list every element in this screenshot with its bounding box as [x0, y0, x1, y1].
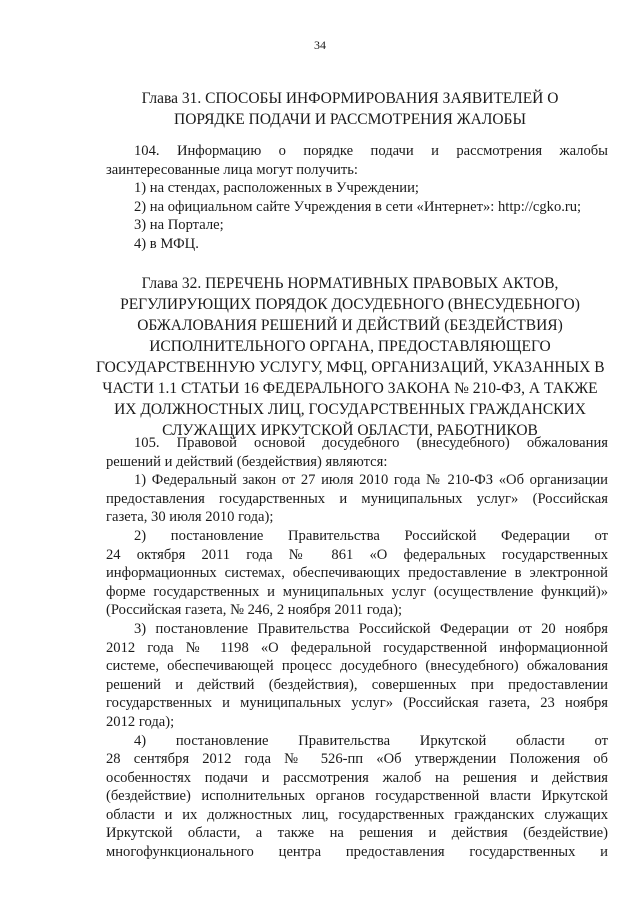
paragraph-line: 28 сентября 2012 года № 526-пп «Об утверждении Положения об: [106, 751, 608, 768]
paragraph-line: 24 октября 2011 года № 861 «О федеральных государственных: [106, 546, 608, 563]
page-number: 34: [314, 38, 326, 52]
paragraph-line: предоставления государственных и муниципальных услуг» (Российская: [106, 490, 608, 507]
chapter-32-title-line: ОБЖАЛОВАНИЯ РЕШЕНИЙ И ДЕЙСТВИЙ (БЕЗДЕЙСТВИЯ): [137, 317, 563, 334]
paragraph-line: 2012 года);: [106, 713, 175, 730]
paragraph-line: 1) Федеральный закон от 27 июля 2010 года № 210-ФЗ «Об организации: [134, 472, 608, 489]
paragraph-line: Иркутской области, а также на решения и действия (бездействие): [106, 825, 608, 842]
chapter-32-title-line: ИСПОЛНИТЕЛЬНОГО ОРГАНА, ПРЕДОСТАВЛЯЮЩЕГО: [149, 338, 551, 355]
paragraph-line: государственных и муниципальных услуг» (Российская газета, 23 ноября: [106, 695, 608, 712]
chapter-31-body: [106, 142, 608, 254]
list-item: 1) на стендах, расположенных в Учреждении;: [134, 180, 419, 197]
chapter-32-title-line: ГОСУДАРСТВЕННУЮ УСЛУГУ, МФЦ, ОРГАНИЗАЦИЙ, УКАЗАННЫХ В: [96, 359, 605, 376]
legal-act-item-4: [106, 732, 608, 862]
list-item: 4) в МФЦ.: [134, 235, 199, 252]
paragraph-line: решений и действий (бездействия) являются:: [106, 453, 388, 470]
chapter-32-title-line: РЕГУЛИРУЮЩИХ ПОРЯДОК ДОСУДЕБНОГО (ВНЕСУДЕБНОГО): [120, 296, 580, 313]
paragraph-line: 2) постановление Правительства Российской Федерации от: [134, 527, 608, 544]
paragraph-line: 4) постановление Правительства Иркутской области от: [134, 732, 608, 749]
chapter-32-body: [106, 434, 608, 862]
chapter-32-title-line: ЧАСТИ 1.1 СТАТЬИ 16 ФЕДЕРАЛЬНОГО ЗАКОНА № 210-ФЗ, А ТАКЖЕ: [102, 380, 598, 397]
info-channel-list: [106, 179, 608, 253]
list-item: 3) на Портале;: [134, 217, 224, 234]
paragraph-line: решений и действий (бездействия), совершенных при предоставлении: [106, 676, 608, 693]
paragraph-105: [106, 434, 608, 471]
chapter-32-title-line: СЛУЖАЩИХ ИРКУТСКОЙ ОБЛАСТИ, РАБОТНИКОВ: [162, 422, 538, 439]
chapter-31-title-line: ПОРЯДКЕ ПОДАЧИ И РАССМОТРЕНИЯ ЖАЛОБЫ: [174, 111, 526, 128]
paragraph-line: 105. Правовой основой досудебного (внесудебного) обжалования: [134, 435, 608, 451]
paragraph-line: заинтересованные лица могут получить:: [106, 161, 358, 178]
paragraph-line: области и их должностных лиц, государственных гражданских служащих: [106, 806, 608, 823]
chapter-32-title: [96, 273, 604, 441]
chapter-31-title-line: Глава 31. СПОСОБЫ ИНФОРМИРОВАНИЯ ЗАЯВИТЕЛЕЙ О: [141, 90, 559, 107]
list-item: 2) на официальном сайте Учреждения в сети «Интернет»: http://cgko.ru;: [134, 198, 582, 215]
paragraph-104: [106, 142, 608, 179]
legal-act-item-2: [106, 527, 608, 620]
paragraph-line: информационных системах, обеспечивающих предоставление в электронной: [106, 565, 608, 582]
chapter-32-title-line: ИХ ДОЛЖНОСТНЫХ ЛИЦ, ГОСУДАРСТВЕННЫХ ГРАЖДАНСКИХ: [114, 401, 586, 418]
paragraph-line: многофункционального центра предоставления государственных и: [106, 844, 608, 861]
paragraph-line: 104. Информацию о порядке подачи и рассмотрения жалобы: [134, 143, 608, 159]
paragraph-line: 2012 года № 1198 «О федеральной государственной информационной: [106, 639, 608, 656]
chapter-32-title-line: Глава 32. ПЕРЕЧЕНЬ НОРМАТИВНЫХ ПРАВОВЫХ АКТОВ,: [141, 275, 559, 292]
chapter-31-title: [100, 88, 600, 130]
paragraph-line: форме государственных и муниципальных услуг (осуществление функций)»: [106, 583, 608, 600]
paragraph-line: системе, обеспечивающей процесс досудебного (внесудебного) обжалования: [106, 658, 608, 675]
paragraph-line: газета, 30 июля 2010 года);: [106, 509, 274, 526]
paragraph-line: особенностях подачи и рассмотрения жалоб на решения и действия: [106, 769, 608, 786]
paragraph-line: (бездействие) исполнительных органов государственной власти Иркутской: [106, 788, 608, 805]
legal-act-item-3: [106, 620, 608, 732]
paragraph-line: 3) постановление Правительства Российской Федерации от 20 ноября: [134, 620, 608, 637]
legal-act-item-1: [106, 471, 608, 527]
paragraph-line: (Российская газета, № 246, 2 ноября 2011 года);: [106, 602, 403, 619]
